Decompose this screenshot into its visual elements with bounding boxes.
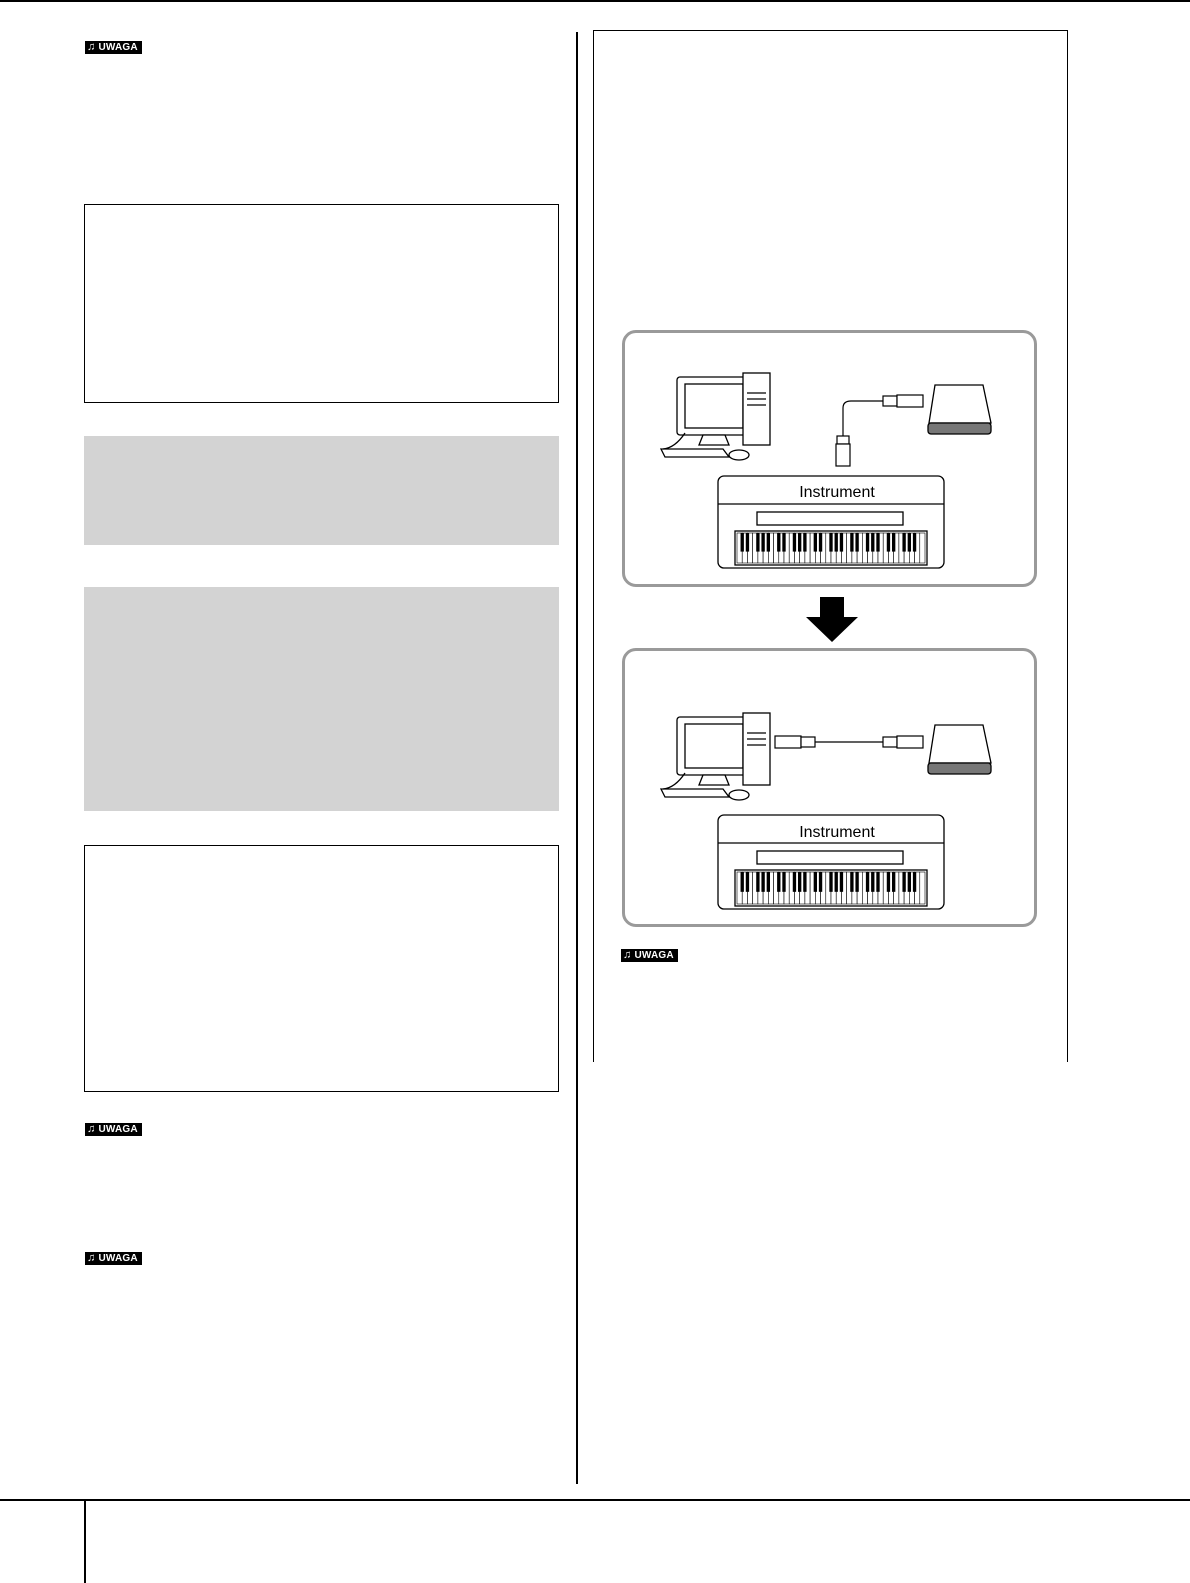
black-key: [741, 872, 744, 892]
keyboard-keys: [737, 533, 925, 563]
black-key: [835, 872, 838, 892]
black-key: [756, 872, 759, 892]
black-key: [793, 872, 796, 892]
black-key: [908, 533, 911, 552]
note-badge-3: ♫ UWAGA: [85, 1248, 142, 1266]
diagram-before-art: [625, 333, 1034, 584]
music-note-icon: ♫: [87, 41, 96, 53]
connection-diagram-after: [622, 648, 1037, 927]
black-key: [767, 533, 770, 552]
black-key: [866, 872, 869, 892]
instrument-label-top: Instrument: [799, 484, 875, 501]
black-key: [767, 872, 770, 892]
black-key: [756, 533, 759, 552]
black-key: [798, 533, 801, 552]
note-badge-4: ♫ UWAGA: [621, 945, 678, 963]
diagram-after-art: [625, 651, 1034, 924]
black-key: [746, 872, 749, 892]
music-note-icon: ♫: [87, 1123, 96, 1135]
black-key: [798, 872, 801, 892]
connection-diagram-before: [622, 330, 1037, 587]
black-key: [819, 533, 822, 552]
black-key: [741, 533, 744, 552]
footer-divider: [84, 1499, 86, 1583]
column-divider: [576, 32, 578, 1484]
black-key: [761, 533, 764, 552]
white-key: [920, 533, 925, 563]
black-key: [876, 872, 879, 892]
shaded-box-1: [84, 436, 559, 545]
bordered-box-1: [84, 204, 559, 403]
usb-cable-icon: [836, 395, 923, 466]
white-key: [920, 872, 925, 904]
black-key: [761, 872, 764, 892]
black-key: [835, 533, 838, 552]
black-key: [892, 872, 895, 892]
black-key: [782, 872, 785, 892]
black-key: [803, 533, 806, 552]
black-key: [913, 533, 916, 552]
keyboard-keys: [737, 872, 925, 904]
black-key: [887, 533, 890, 552]
shaded-box-2: [84, 587, 559, 811]
black-key: [840, 533, 843, 552]
computer-icon: [661, 373, 770, 460]
black-key: [840, 872, 843, 892]
black-key: [803, 872, 806, 892]
music-note-icon: ♫: [623, 949, 632, 961]
bordered-box-2: [84, 845, 559, 1092]
black-key: [855, 872, 858, 892]
black-key: [850, 872, 853, 892]
storage-device-icon: [928, 385, 991, 434]
top-rule: [0, 0, 1190, 2]
black-key: [819, 872, 822, 892]
black-key: [814, 872, 817, 892]
black-key: [777, 872, 780, 892]
footer-rule: [0, 1499, 1190, 1501]
black-key: [871, 872, 874, 892]
black-key: [814, 533, 817, 552]
instrument-label-bottom: Instrument: [799, 824, 875, 841]
note-badge-1: ♫ UWAGA: [85, 37, 142, 55]
black-key: [913, 872, 916, 892]
storage-device-icon: [928, 725, 991, 774]
black-key: [871, 533, 874, 552]
usb-cable-icon: [775, 736, 923, 748]
note-badge-2: ♫ UWAGA: [85, 1119, 142, 1137]
black-key: [902, 872, 905, 892]
black-key: [876, 533, 879, 552]
black-key: [782, 533, 785, 552]
black-key: [777, 533, 780, 552]
black-key: [866, 533, 869, 552]
black-key: [902, 533, 905, 552]
black-key: [829, 533, 832, 552]
black-key: [850, 533, 853, 552]
black-key: [746, 533, 749, 552]
black-key: [892, 533, 895, 552]
black-key: [887, 872, 890, 892]
black-key: [855, 533, 858, 552]
computer-icon: [661, 713, 770, 800]
black-key: [908, 872, 911, 892]
black-key: [829, 872, 832, 892]
music-note-icon: ♫: [87, 1252, 96, 1264]
down-arrow-icon: [806, 597, 858, 642]
black-key: [793, 533, 796, 552]
